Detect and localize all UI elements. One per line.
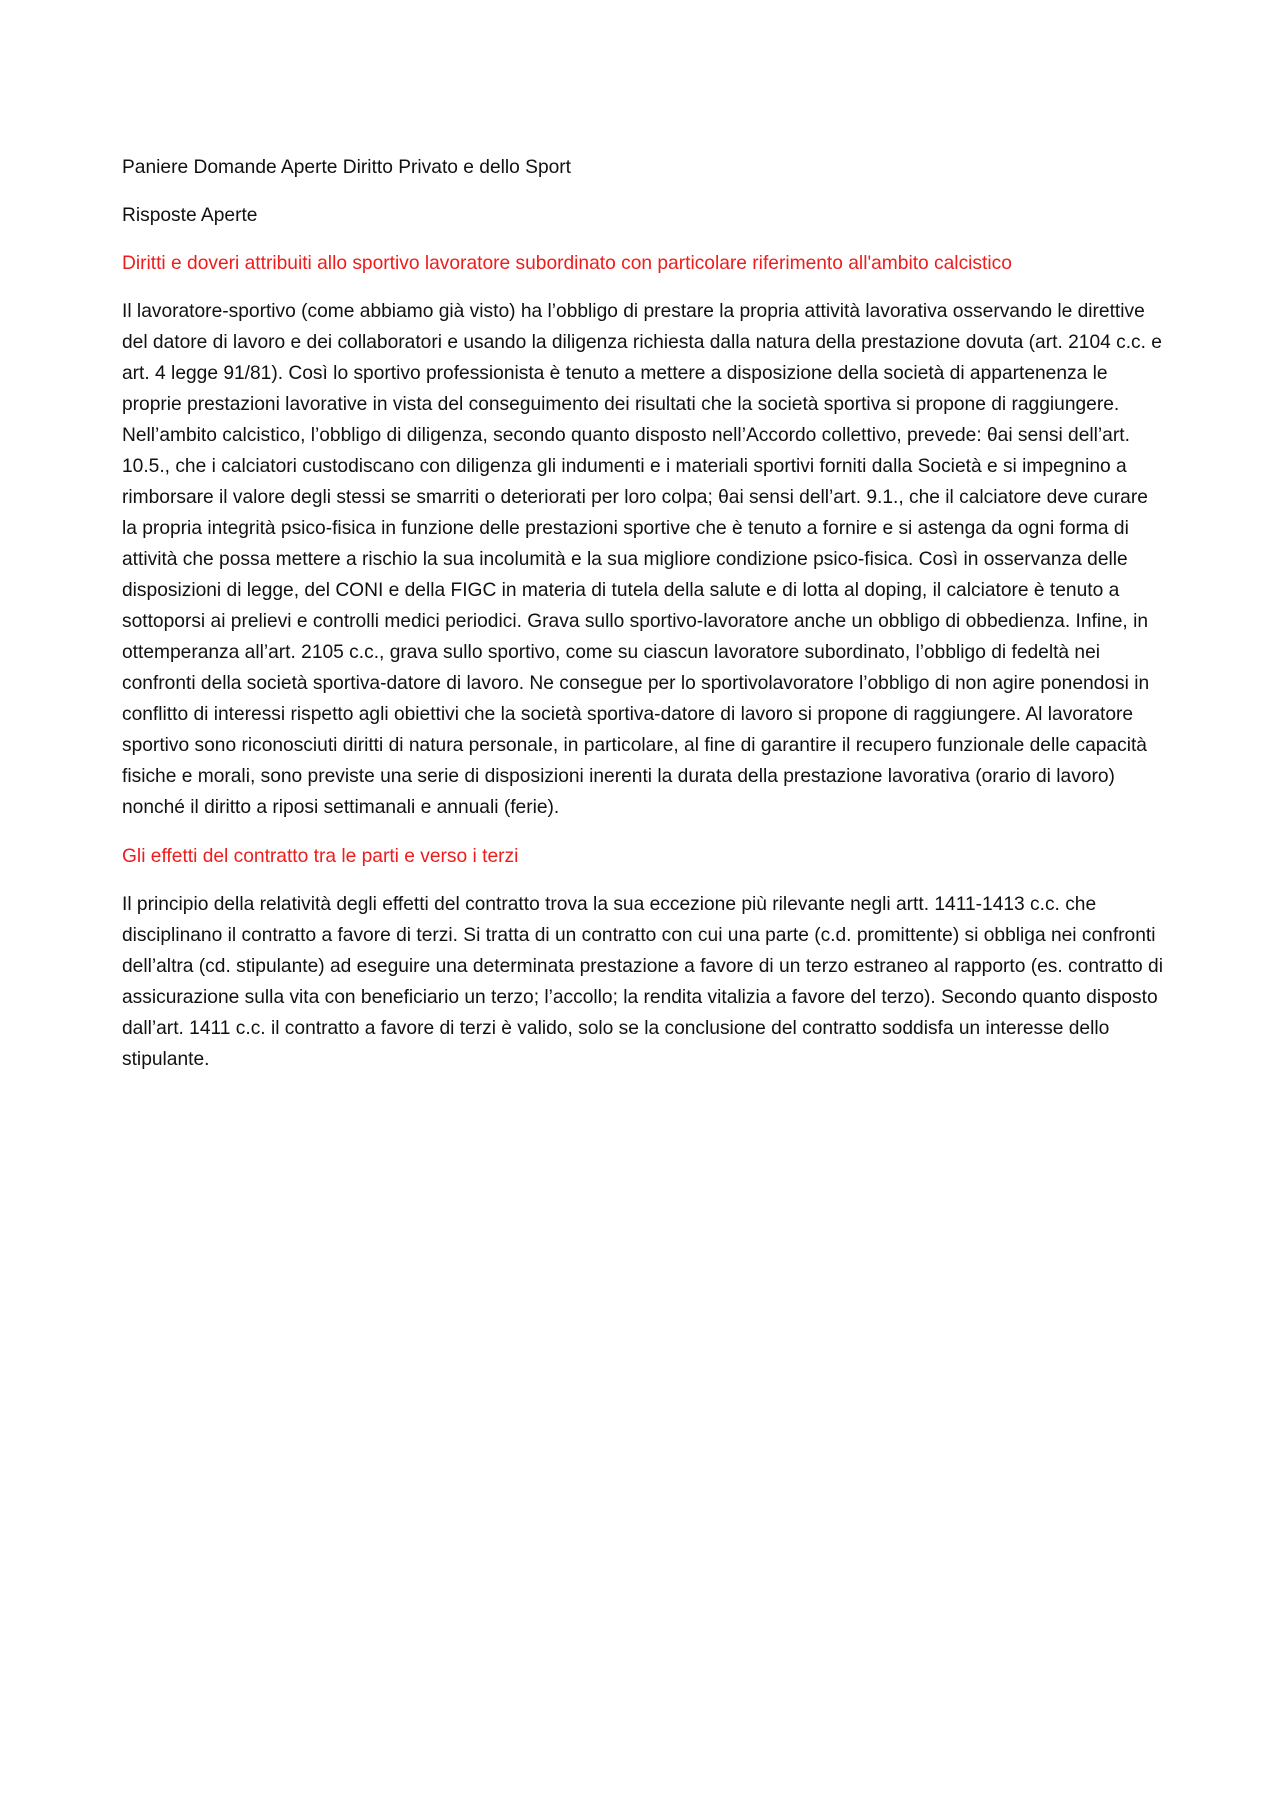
section-body: Il lavoratore-sportivo (come abbiamo già visto) ha l’obbligo di prestare la propria attività lavorativa osservando le direttive del datore di lavoro e dei collaboratori e usando la diligenza richiesta dalla natura della prestazione dovuta (art. 2104 c.c. e art. 4 legge 91/81). Così lo sportivo professionista è tenuto a mettere a disposizione della società di appartenenza le proprie prestazioni lavorative in vista del conseguimento dei risultati che la società sportiva si propone di raggiungere. Nell’ambito calcistico, l’obbligo di diligenza, secondo quanto disposto nell’Accordo collettivo, prevede: θai sensi dell’art. 10.5., che i calciatori custodiscano con diligenza gli indumenti e i materiali sportivi forniti dalla Società e si impegnino a rimborsare il valore degli stessi se smarriti o deteriorati per loro colpa; θai sensi dell’art. 9.1., che il calciatore deve curare la propria integrità psico-fisica in funzione delle prestazioni sportive che è tenuto a fornire e si astenga da ogni forma di attività che possa mettere a rischio la sua incolumità e la sua migliore condizione psico-fisica. Così in osservanza delle disposizioni di legge, del CONI e della FIGC in materia di tutela della salute e di lotta al doping, il calciatore è tenuto a sottoporsi ai prelievi e controlli medici periodici. Grava sullo sportivo-lavoratore anche un obbligo di obbedienza. Infine, in ottemperanza all’art. 2105 c.c., grava sullo sportivo, come su ciascun lavoratore subordinato, l’obbligo di fedeltà nei confronti della società sportiva-datore di lavoro. Ne consegue per lo sportivolavoratore l’obbligo di non agire ponendosi in conflitto di interessi rispetto agli obiettivi che la società sportiva-datore di lavoro si propone di raggiungere. Al lavoratore sportivo sono riconosciuti diritti di natura personale, in particolare, al fine di garantire il recupero funzionale delle capacità fisiche e morali, sono previste una serie di disposizioni inerenti la durata della prestazione lavorativa (orario di lavoro) nonché il diritto a riposi settimanali e annuali (ferie). [122,301,1162,818]
document-title: Paniere Domande Aperte Diritto Privato e dello Sport [122,157,572,178]
document-subtitle: Risposte Aperte [122,205,258,226]
document-content [122,152,1167,1093]
section-heading: Gli effetti del contratto tra le parti e verso i terzi [122,846,519,867]
section-body: Il principio della relatività degli effetti del contratto trova la sua eccezione più rilevante negli artt. 1411-1413 c.c. che disciplinano il contratto a favore di terzi. Si tratta di un contratto con cui una parte (c.d. promittente) si obbliga nei confronti dell’altra (cd. stipulante) ad eseguire una determinata prestazione a favore di un terzo estraneo al rapporto (es. contratto di assicurazione sulla vita con beneficiario un terzo; l’accollo; la rendita vitalizia a favore del terzo). Secondo quanto disposto dall’art. 1411 c.c. il contratto a favore di terzi è valido, solo se la conclusione del contratto soddisfa un interesse dello stipulante. [122,894,1163,1070]
section-heading: Diritti e doveri attribuiti allo sportivo lavoratore subordinato con particolare riferimento all'ambito calcistico [122,253,1012,274]
